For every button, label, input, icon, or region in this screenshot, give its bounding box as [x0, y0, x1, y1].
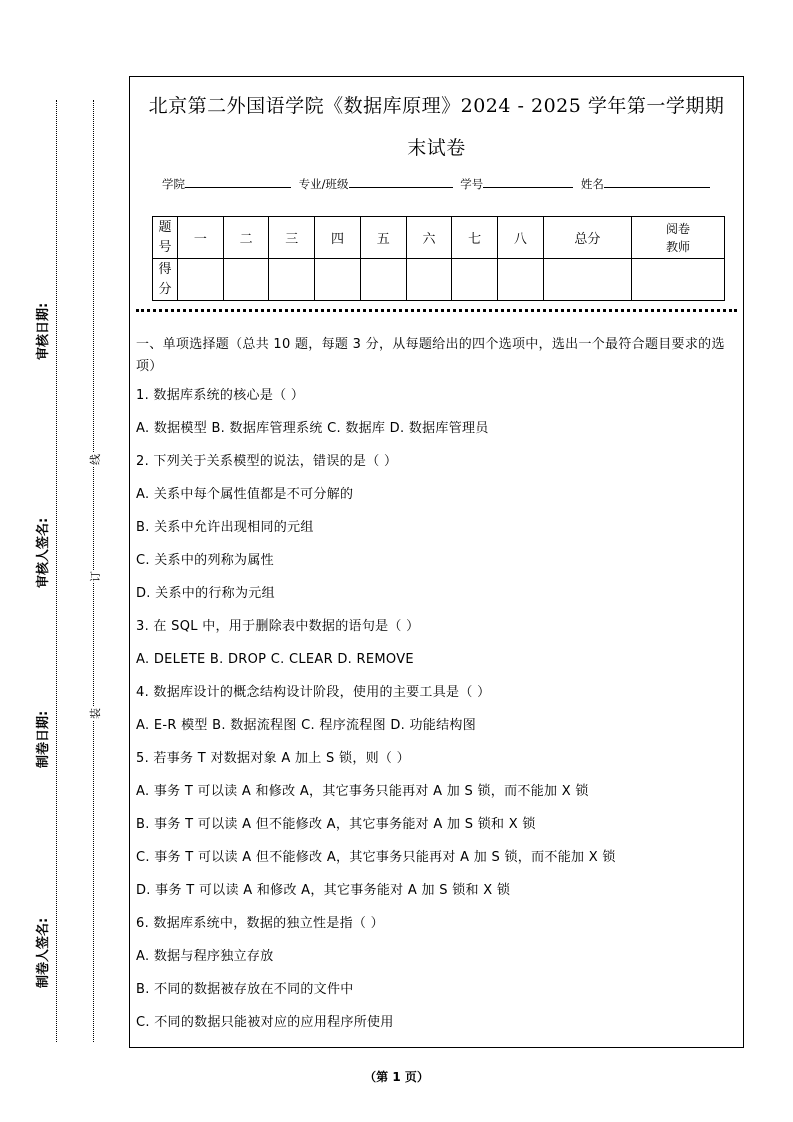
- field-label-student-id: 学号: [460, 177, 484, 191]
- question-line: 2. 下列关于关系模型的说法，错误的是（ ）: [136, 454, 398, 469]
- margin-label-author-date: 制卷日期:: [32, 709, 51, 770]
- option-line: D. 关系中的行称为元组: [136, 586, 275, 601]
- score-cell[interactable]: [406, 259, 452, 301]
- exam-title-line2: 末试卷: [407, 137, 466, 159]
- question-col-1: 一: [178, 217, 224, 259]
- option-line: A. 数据与程序独立存放: [136, 949, 274, 964]
- option-line: C. 不同的数据只能被对应的应用程序所使用: [136, 1015, 394, 1030]
- name-blank[interactable]: [604, 175, 710, 188]
- student-info-row: [162, 175, 714, 192]
- score-table-header-row: [153, 217, 725, 259]
- option-line: A. DELETE B. DROP C. CLEAR D. REMOVE: [136, 652, 414, 667]
- score-table: [152, 216, 725, 301]
- option-line: C. 事务 T 可以读 A 但不能修改 A，其它事务只能再对 A 加 S 锁，而不能加 X 锁: [136, 850, 616, 865]
- question-line: 3. 在 SQL 中，用于删除表中数据的语句是（ ）: [136, 619, 420, 634]
- score-cell[interactable]: [498, 259, 544, 301]
- reviewer-col: 阅卷 教师: [632, 217, 725, 259]
- student-id-blank[interactable]: [483, 175, 573, 188]
- total-score-col: 总分: [543, 217, 631, 259]
- binding-mark-bind: 装: [89, 708, 102, 719]
- score-cell[interactable]: [452, 259, 498, 301]
- option-line: A. 关系中每个属性值都是不可分解的: [136, 487, 354, 502]
- question-line: 4. 数据库设计的概念结构设计阶段，使用的主要工具是（ ）: [136, 685, 491, 700]
- question-col-5: 五: [360, 217, 406, 259]
- question-col-2: 二: [223, 217, 269, 259]
- option-line: A. 事务 T 可以读 A 和修改 A，其它事务只能再对 A 加 S 锁，而不能加 X 锁: [136, 784, 589, 799]
- field-label-major-class: 专业/班级: [298, 177, 349, 191]
- exam-frame: [129, 76, 744, 1048]
- binding-mark-line: 线: [89, 454, 102, 465]
- question-col-6: 六: [406, 217, 452, 259]
- margin-label-author-signature: 制卷人签名:: [32, 916, 51, 990]
- score-cell[interactable]: [178, 259, 224, 301]
- page-number: （第 1 页）: [364, 1070, 429, 1084]
- score-cell[interactable]: [223, 259, 269, 301]
- exam-title-line1: 北京第二外国语学院《数据库原理》2024 - 2025 学年第一学期期: [148, 95, 725, 117]
- binding-dotted-line-inner: [56, 100, 57, 1042]
- field-label-college: 学院: [162, 177, 185, 191]
- score-table-header-label: 题 号: [153, 217, 178, 259]
- score-cell[interactable]: [315, 259, 361, 301]
- score-row-label: 得 分: [153, 259, 178, 301]
- binding-mark-staple: 订: [89, 571, 102, 582]
- option-line: D. 事务 T 可以读 A 和修改 A，其它事务能对 A 加 S 锁和 X 锁: [136, 883, 511, 898]
- section1-title: 一、单项选择题（总共 10 题，每题 3 分，从每题给出的四个选项中，选出一个最符合题目要求的选项）: [136, 337, 725, 374]
- score-cell[interactable]: [360, 259, 406, 301]
- score-table-score-row: [153, 259, 725, 301]
- option-line: C. 关系中的列称为属性: [136, 553, 274, 568]
- option-line: A. E-R 模型 B. 数据流程图 C. 程序流程图 D. 功能结构图: [136, 718, 476, 733]
- question-col-3: 三: [269, 217, 315, 259]
- margin-label-review-date: 审核日期:: [32, 301, 51, 362]
- option-line: A. 数据模型 B. 数据库管理系统 C. 数据库 D. 数据库管理员: [136, 421, 489, 436]
- question-line: 6. 数据库系统中，数据的独立性是指（ ）: [136, 916, 384, 931]
- question-line: 1. 数据库系统的核心是（ ）: [136, 388, 305, 403]
- option-line: B. 事务 T 可以读 A 但不能修改 A，其它事务能对 A 加 S 锁和 X 锁: [136, 817, 536, 832]
- question-col-8: 八: [498, 217, 544, 259]
- margin-label-reviewer-signature: 审核人签名:: [32, 516, 51, 590]
- college-blank[interactable]: [185, 175, 291, 188]
- option-line: B. 关系中允许出现相同的元组: [136, 520, 314, 535]
- major-class-blank[interactable]: [349, 175, 453, 188]
- score-cell[interactable]: [269, 259, 315, 301]
- question-col-4: 四: [315, 217, 361, 259]
- total-score-cell[interactable]: [543, 259, 631, 301]
- question-line: 5. 若事务 T 对数据对象 A 加上 S 锁，则（ ）: [136, 751, 410, 766]
- question-content: [136, 334, 738, 1045]
- option-line: B. 不同的数据被存放在不同的文件中: [136, 982, 354, 997]
- question-col-7: 七: [452, 217, 498, 259]
- field-label-name: 姓名: [580, 177, 604, 191]
- header-divider: [136, 309, 737, 312]
- reviewer-cell[interactable]: [632, 259, 725, 301]
